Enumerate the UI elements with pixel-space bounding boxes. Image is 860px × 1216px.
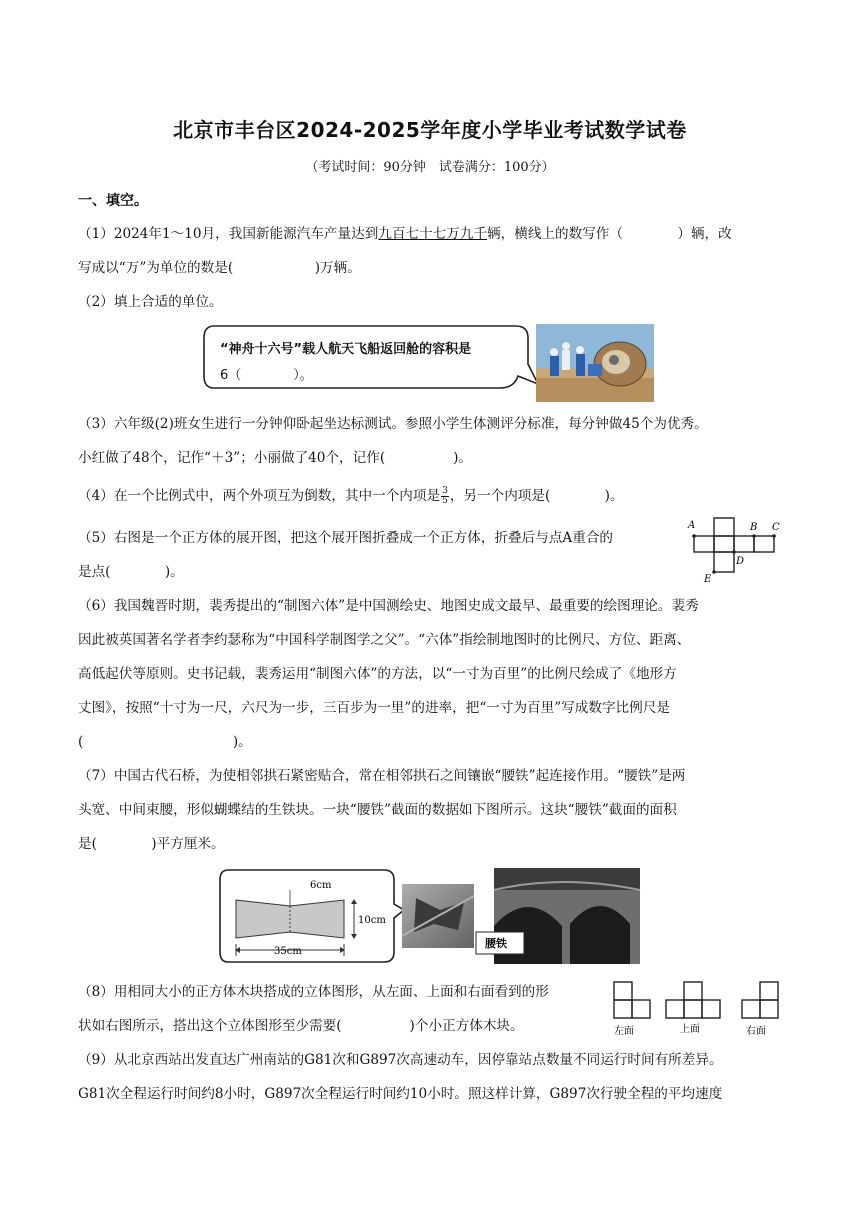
- question-6-line-4: 丈图》，按照“十寸为一尺，六尺为一步，三百步为一里”的进率，把“一寸为百里”写成数字比例尺是: [78, 700, 670, 716]
- view-left-label: 左面: [614, 1026, 634, 1037]
- net-label-e: E: [704, 574, 712, 585]
- view-top-label: 上面: [680, 1024, 700, 1035]
- question-5-line-1: （5）右图是一个正方体的展开图，把这个展开图折叠成一个正方体，折叠后与点A重合的: [78, 530, 614, 546]
- q4-text-a: （4）在一个比例式中，两个外项互为倒数，其中一个内项是: [78, 488, 441, 504]
- net-label-d: D: [736, 556, 745, 567]
- bubble-line-1: “神舟十六号”载人航天飞船返回舱的容积是: [220, 342, 472, 357]
- q1-text-a: （1）2024年1～10月，我国新能源汽车产量达到: [78, 226, 379, 242]
- capsule-photo-icon: [536, 324, 654, 402]
- question-9-line-1: （9）从北京西站出发直达广州南站的G81次和G897次高速动车，因停靠站点数量不同运行时间有所差异。: [78, 1052, 723, 1068]
- q1-text-b: 辆，横线上的数写作（ ）辆，改: [487, 226, 732, 242]
- speech-bubble: [200, 322, 540, 402]
- q4-text-b: ，另一个内项是( )。: [449, 488, 624, 504]
- three-views-diagram: [606, 976, 792, 1040]
- question-9-line-2: G81次全程运行时间约8小时，G897次全程运行时间约10小时。照这样计算，G897次行驶全程的平均速度: [78, 1086, 723, 1102]
- question-6-line-5: ( )。: [78, 734, 252, 750]
- question-8-line-1: （8）用相同大小的正方体木块搭成的立体图形，从左面、上面和右面看到的形: [78, 984, 549, 1000]
- question-5-line-2: 是点( )。: [78, 564, 184, 580]
- question-6-line-1: （6）我国魏晋时期，裴秀提出的“制图六体”是中国测绘史、地图史成文最早、最重要的绘图理论。裴秀: [78, 598, 699, 614]
- net-label-a: A: [688, 520, 696, 531]
- question-3-line-2: 小红做了48个，记作“＋3”；小丽做了40个，记作( )。: [78, 450, 472, 466]
- bubble-line-2: 6（ ）。: [220, 368, 313, 383]
- net-label-c: C: [772, 522, 780, 533]
- dim-top-label: 6cm: [310, 880, 332, 891]
- section-heading-fill-blank: 一、填空。: [78, 193, 148, 209]
- dim-side-label: 10cm: [358, 915, 386, 926]
- q4-fraction: [441, 487, 449, 506]
- q1-underlined-number: 九百七十七万九千: [378, 226, 488, 242]
- question-3-line-1: （3）六年级(2)班女生进行一分钟仰卧起坐达标测试。参照小学生体测评分标准，每分钟做45个为优秀。: [78, 416, 708, 432]
- question-7-line-1: （7）中国古代石桥，为使相邻拱石紧密贴合，常在相邻拱石之间镶嵌“腰铁”起连接作用。“腰铁”是两: [78, 768, 686, 784]
- waist-iron-diagram: [218, 866, 644, 966]
- dim-bottom-label: 35cm: [274, 946, 302, 957]
- exam-subtitle: （考试时间：90分钟 试卷满分：100分）: [305, 160, 555, 175]
- view-right-label: 右面: [746, 1026, 766, 1037]
- question-8-line-2: 状如右图所示，搭出这个立体图形至少需要( )个小正方体木块。: [78, 1018, 524, 1034]
- question-6-line-3: 高低起伏等原则。史书记载，裴秀运用“制图六体”的方法，以“一寸为百里”的比例尺绘成了《地形方: [78, 666, 677, 682]
- q4-fraction-denominator: 5: [442, 496, 448, 506]
- cube-net-diagram: [684, 514, 784, 584]
- q4-fraction-numerator: 3: [442, 486, 448, 496]
- question-7-line-3: 是( )平方厘米。: [78, 836, 225, 852]
- exam-title: 北京市丰台区2024-2025学年度小学毕业考试数学试卷: [173, 118, 687, 142]
- question-7-line-2: 头宽、中间束腰，形似蝴蝶结的生铁块。一块“腰铁”截面的数据如下图所示。这块“腰铁”截面的面积: [78, 802, 677, 818]
- question-2-text: （2）填上合适的单位。: [78, 294, 223, 310]
- question-6-line-2: 因此被英国著名学者李约瑟称为“中国科学制图学之父”。“六体”指绘制地图时的比例尺、方位、距离、: [78, 632, 691, 648]
- question-4-text: [78, 486, 624, 506]
- photo-label: 腰铁: [485, 937, 507, 950]
- net-label-b: B: [750, 522, 758, 533]
- question-1-line-2: 写成以“万”为单位的数是( )万辆。: [78, 260, 361, 276]
- question-1-line-1: [78, 224, 732, 244]
